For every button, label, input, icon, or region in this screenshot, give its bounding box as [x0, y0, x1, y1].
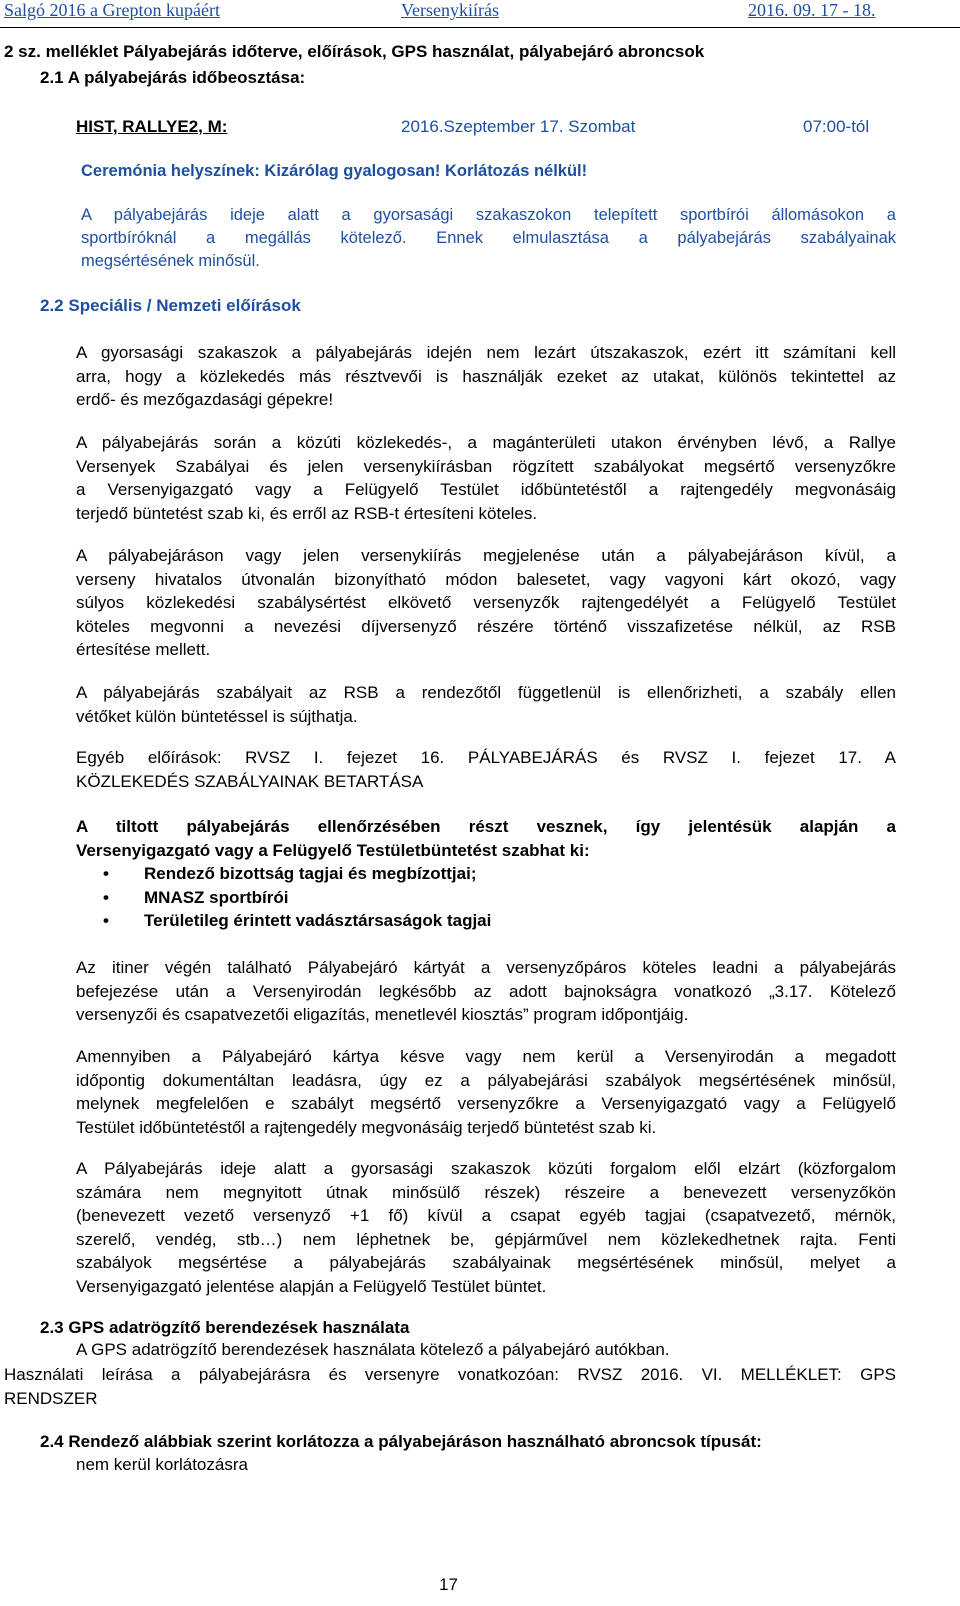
text-line: Egyéb előírások: RVSZ I. fejezet 16. PÁLYABEJÁRÁS és RVSZ I. fejezet 17. A	[76, 748, 896, 767]
s21-time: 07:00-tól	[803, 117, 870, 136]
text-line: vétőket külön büntetéssel is sújthatja.	[76, 706, 358, 726]
text-line: arra, hogy a közlekedés más résztvevői is használják ezeket az utakat, különös tekintettel az	[76, 366, 896, 386]
text-line: időpontig dokumentáltan leadásra, úgy ez a pályabejárási szabályok megsértésének minősül,	[76, 1070, 896, 1090]
s22-paragraph-4	[76, 681, 896, 728]
text-line: szabályok megsértése a pályabejárás szabályainak megsértésének minősül, melyet a	[76, 1253, 896, 1272]
text-line: A pályabejárás szabályait az RSB a rendezőtől függetlenül is ellenőrizheti, a szabály ellen	[76, 683, 896, 702]
list-item: • MNASZ sportbírói	[144, 886, 491, 910]
s21-classes: HIST, RALLYE2, M:	[76, 117, 228, 136]
header-event-title: Salgó 2016 a Grepton kupáért	[4, 0, 220, 20]
s24-line-1: nem kerül korlátozásra	[76, 1455, 248, 1474]
text-line: erdő- és mezőgazdasági gépekre!	[76, 390, 334, 409]
text-line: értesítése mellett.	[76, 640, 211, 659]
text-line: megsértésének minősül.	[81, 252, 260, 270]
s24-title: 2.4 Rendező alábbiak szerint korlátozza a pályabejáráson használható abroncsok típusát:	[40, 1432, 762, 1451]
text-line: A gyorsasági szakaszok a pályabejárás idején nem lezárt útszakaszok, ezért itt számítani kell	[76, 343, 896, 362]
text-line: A pályabejáráson vagy jelen versenykiírás megjelenése után a pályabejáráson kívül, a	[76, 546, 896, 565]
text-line: Az itiner végén található Pályabejáró kártyát a versenyzőpáros köteles leadni a pályabejárás	[76, 958, 896, 977]
text-line: befejezése után a Versenyirodán legkésőbb az adott bajnokságra vonatkozó „3.17. Kötelező	[76, 981, 896, 1001]
s22-bullet-list	[103, 862, 492, 933]
s21-ceremony: Ceremónia helyszínek: Kizárólag gyalogosan! Korlátozás nélkül!	[81, 162, 588, 180]
s22-paragraph-1	[76, 341, 896, 412]
text-line: számára nem megnyitott útnak minősülő részek) részeire a benevezett versenyzőkön	[76, 1182, 896, 1202]
s22-paragraph-2	[76, 431, 896, 525]
text-line: Versenyigazgató vagy a Felügyelő Testületbüntetést szabhat ki:	[76, 840, 590, 860]
text-line: A pályabejárás során a közúti közlekedés-, a magánterületi utakon érvényben lévő, a Rallye	[76, 433, 896, 452]
page-number: 17	[439, 1575, 458, 1594]
s21-date: 2016.Szeptember 17. Szombat	[401, 117, 636, 136]
text-line: súlyos közlekedési szabálysértést elkövető versenyzők rajtengedélyét a Felügyelő Testület	[76, 593, 896, 612]
text-line: terjedő büntetést szab ki, és erről az RSB-t értesíteni köteles.	[76, 503, 538, 523]
text-line: RENDSZER	[4, 1388, 98, 1408]
section-title: 2 sz. melléklet Pályabejárás időterve, előírások, GPS használat, pályabejáró abroncsok	[4, 42, 705, 61]
text-line: versenyzői és csapatvezetői eligazítás, menetlevél kiosztás” program időpontjáig.	[76, 1005, 689, 1024]
text-line: sportbíróknál a megállás kötelező. Ennek elmulasztása a pályabejárás szabályainak	[81, 229, 896, 247]
text-line: Amennyiben a Pályabejáró kártya késve vagy nem kerül a Versenyirodán a megadott	[76, 1047, 896, 1066]
text-line: köteles megvonni a nevezési díjversenyző részére történő visszafizetése nélkül, az RSB	[76, 616, 896, 636]
s22-paragraph-9	[76, 1157, 896, 1298]
bullet-icon: •	[103, 911, 109, 930]
list-item: • Rendező bizottság tagjai és megbízottjai;	[144, 862, 491, 886]
header-date: 2016. 09. 17 - 18.	[748, 0, 876, 20]
text-line: Használati leírása a pályabejárásra és versenyre vonatkozóan: RVSZ 2016. VI. MELLÉKLET: GPS	[4, 1365, 896, 1384]
text-line: Versenyigazgató jelentése alapján a Felügyelő Testület büntet.	[76, 1276, 547, 1296]
header-document-type: Versenykiírás	[401, 0, 499, 20]
s22-paragraph-5	[76, 746, 896, 793]
text-line: Testület időbüntetéstől a rajtengedély megvonásáig terjedő büntetést szab ki.	[76, 1117, 657, 1137]
s23-usage-paragraph	[4, 1363, 896, 1410]
text-line: KÖZLEKEDÉS SZABÁLYAINAK BETARTÁSA	[76, 771, 424, 791]
text-line: szerelő, vendég, stb…) nem léphetnek be, gépjárművel nem közlekedhetnek rajta. Fenti	[76, 1229, 896, 1249]
s22-paragraph-3	[76, 544, 896, 662]
s23-line-1: A GPS adatrögzítő berendezések használata kötelező a pályabejáró autókban.	[76, 1340, 670, 1359]
text-line: Versenyek Szabályai és jelen versenykiírásban rögzített szabályokat megsértő versenyzőkre	[76, 456, 896, 476]
list-item: • Területileg érintett vadásztársaságok tagjai	[144, 909, 491, 933]
text-line: a Versenyigazgató vagy a Felügyelő Testület időbüntetéstől a rajtengedély megvonásáig	[76, 480, 896, 499]
text-line: A pályabejárás ideje alatt a gyorsasági szakaszokon telepített sportbírói állomásokon a	[81, 206, 896, 224]
bullet-icon: •	[103, 864, 109, 883]
text-line: verseny hivatalos útvonalán bizonyítható módon balesetet, vagy vagyoni kárt okozó, vagy	[76, 569, 896, 589]
s21-paragraph	[81, 204, 896, 273]
s23-title: 2.3 GPS adatrögzítő berendezések használata	[40, 1318, 410, 1337]
s22-title: 2.2 Speciális / Nemzeti előírások	[40, 296, 301, 315]
text-line: melynek megfelelően e szabályt megsértő versenyzőkre a Versenyigazgató vagy a Felügyelő	[76, 1094, 896, 1113]
header-divider	[0, 27, 960, 28]
s22-paragraph-6	[76, 815, 896, 862]
s22-paragraph-7	[76, 956, 896, 1027]
s21-title: 2.1 A pályabejárás időbeosztása:	[40, 68, 306, 87]
text-line: (benevezett vezető versenyző +1 fő) kívül a csapat egyéb tagjai (csapatvezető, mérnök,	[76, 1206, 896, 1225]
s22-paragraph-8	[76, 1045, 896, 1139]
bullet-icon: •	[103, 887, 109, 907]
text-line: A Pályabejárás ideje alatt a gyorsasági szakaszok közúti forgalom elől elzárt (közforgalom	[76, 1159, 896, 1178]
text-line: A tiltott pályabejárás ellenőrzésében részt vesznek, így jelentésük alapján a	[76, 817, 896, 836]
